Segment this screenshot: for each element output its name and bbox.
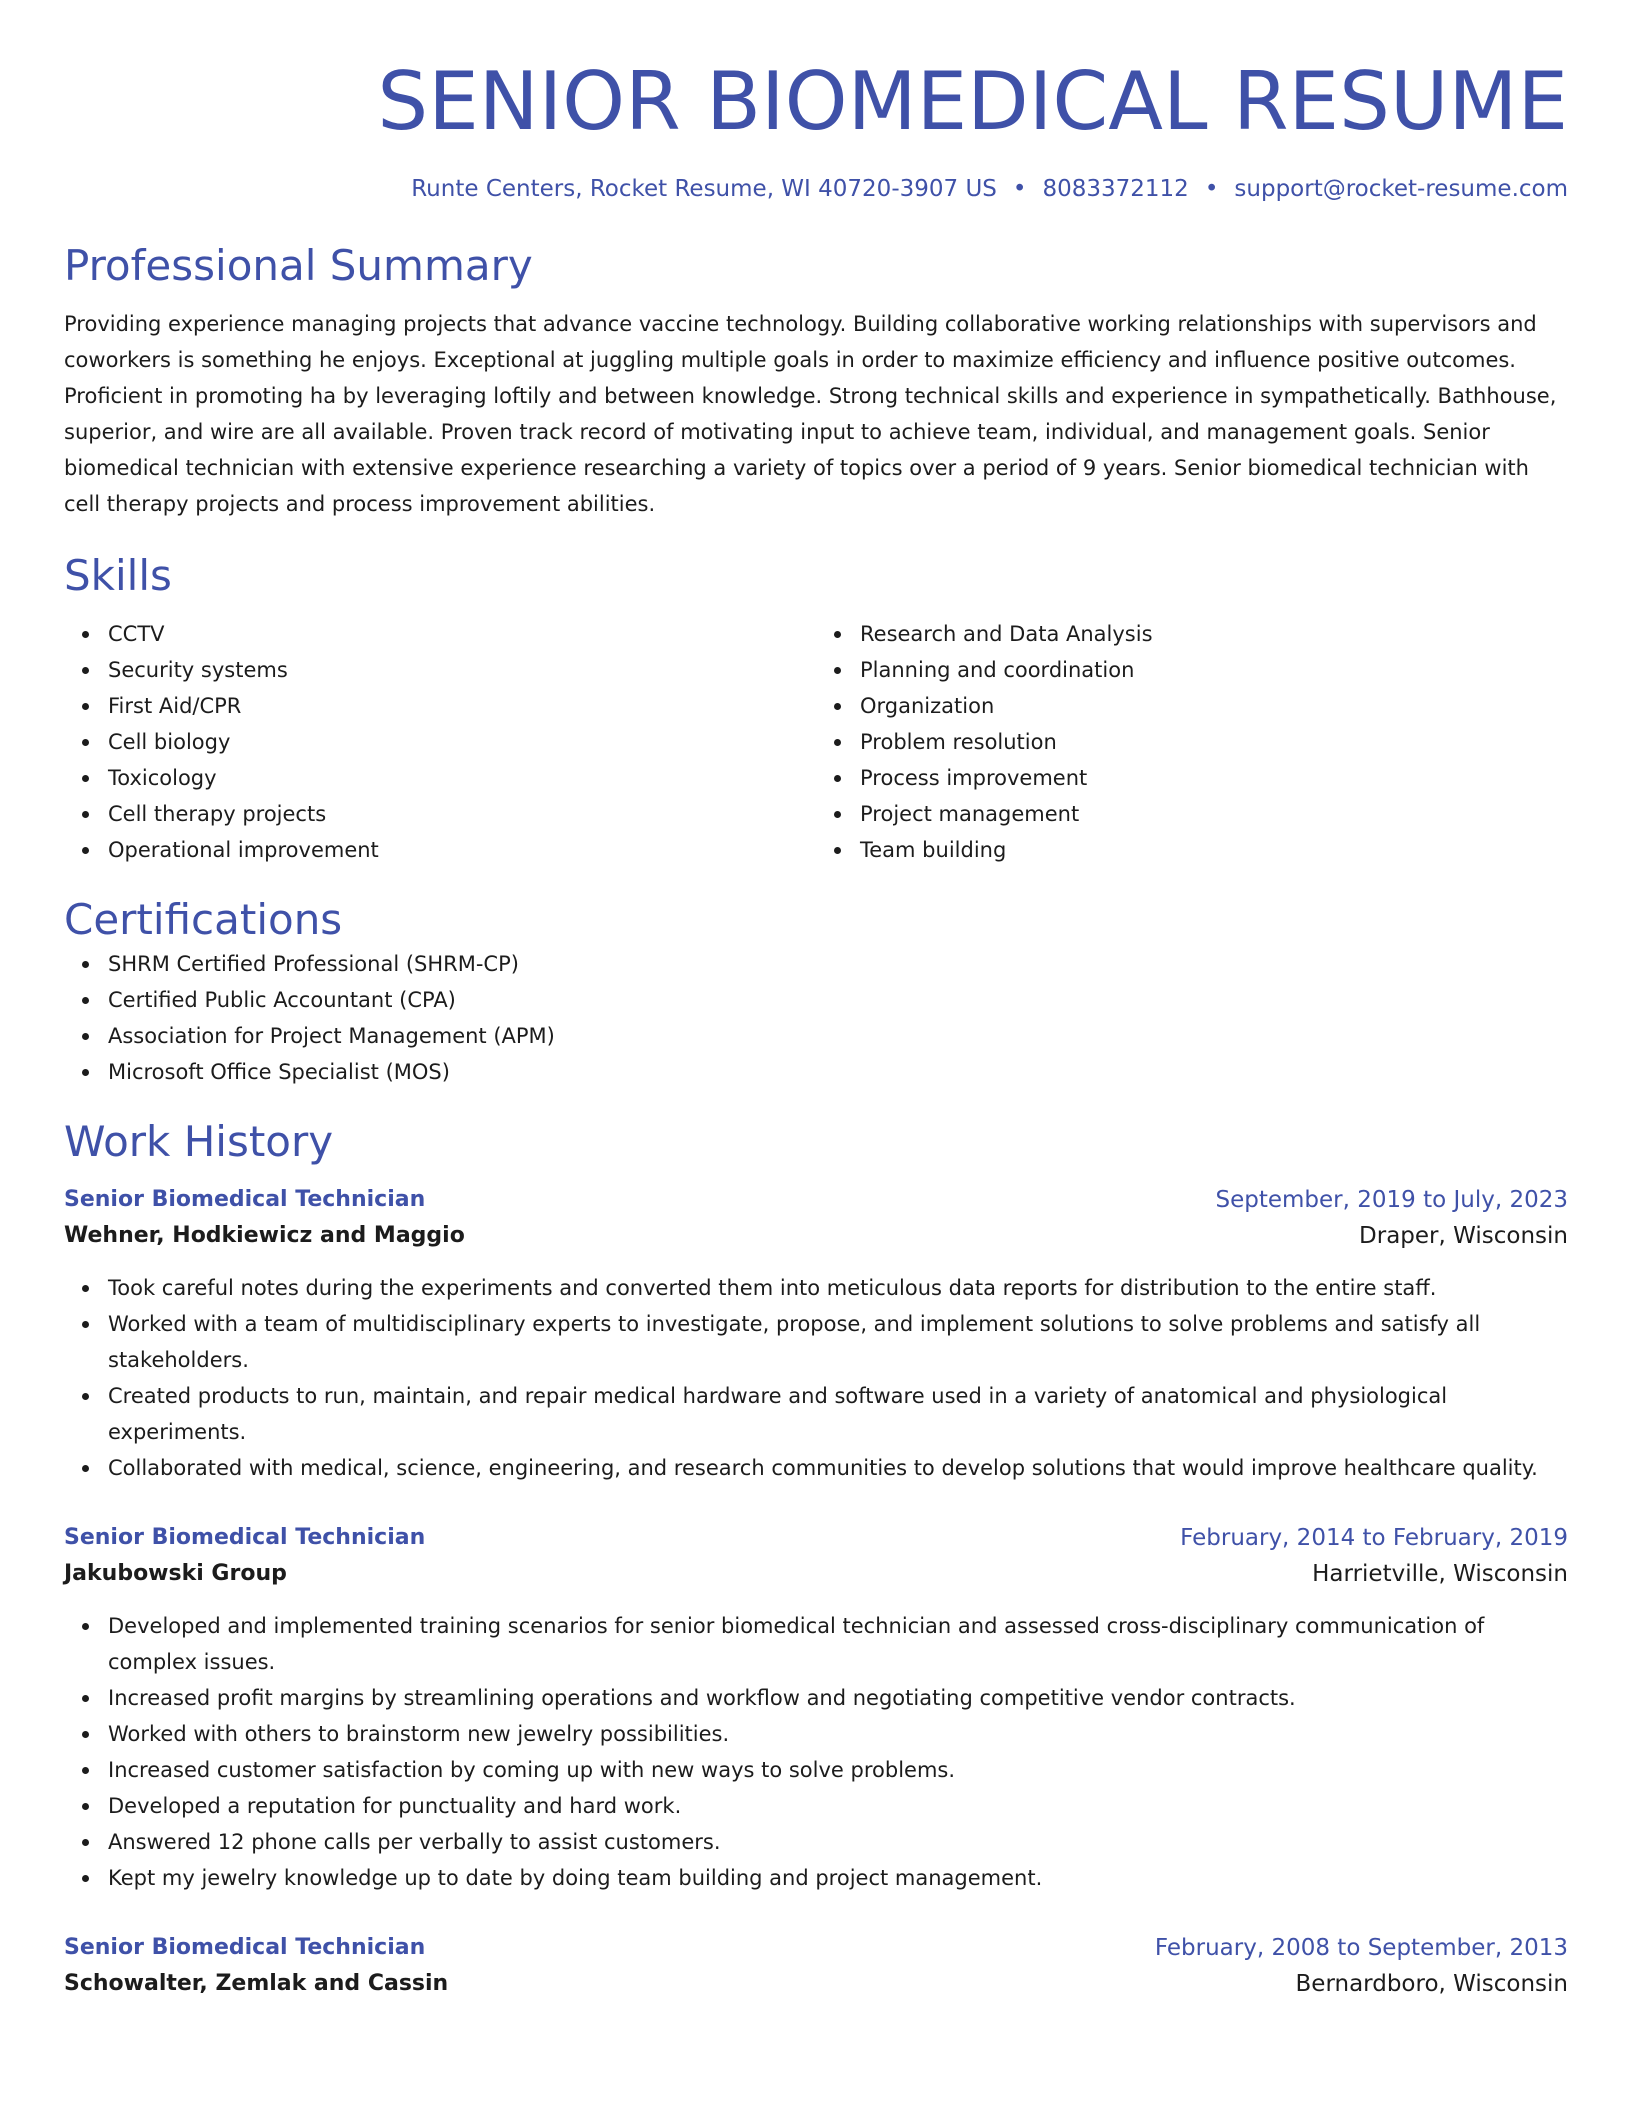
summary-heading: Professional Summary (64, 241, 533, 290)
skill-item: Process improvement (860, 760, 1568, 796)
skill-item: Organization (860, 688, 1568, 724)
skill-item: Project management (860, 796, 1568, 832)
job-company-row (64, 1966, 1568, 2002)
job-bullet: Created products to run, maintain, and repair medical hardware and software used in a variety of anatomical and physiological experiments. (108, 1378, 1568, 1450)
certifications-heading: Certifications (64, 895, 343, 944)
job-title: Senior Biomedical Technician (64, 1525, 426, 1550)
job-company-row (64, 1556, 1568, 1592)
contact-separator: • (1012, 176, 1027, 202)
job-bullet: Worked with others to brainstorm new jewelry possibilities. (108, 1716, 1568, 1752)
job-title-row (64, 1520, 1568, 1556)
job-bullet: Developed a reputation for punctuality and hard work. (108, 1788, 1568, 1824)
job-bullet: Increased customer satisfaction by coming up with new ways to solve problems. (108, 1752, 1568, 1788)
job-bullet: Took careful notes during the experiments and converted them into meticulous data reports for distribution to the entire staff. (108, 1270, 1568, 1306)
job-bullet: Kept my jewelry knowledge up to date by doing team building and project management. (108, 1860, 1568, 1896)
job-title-row (64, 1930, 1568, 1966)
job-title: Senior Biomedical Technician (64, 1187, 426, 1212)
certification-item: SHRM Certified Professional (SHRM-CP) (108, 946, 1568, 982)
job-company-row (64, 1218, 1568, 1254)
contact-email: support@rocket-resume.com (1234, 176, 1568, 202)
job-dates: February, 2014 to February, 2019 (1180, 1525, 1568, 1551)
contact-line (64, 174, 1568, 204)
skills-list-right (816, 616, 1568, 868)
skill-item: CCTV (108, 616, 816, 652)
skill-item: Problem resolution (860, 724, 1568, 760)
job-dates: February, 2008 to September, 2013 (1154, 1935, 1568, 1961)
skills-columns (64, 616, 1568, 868)
job-company: Schowalter, Zemlak and Cassin (64, 1971, 449, 1996)
certification-item: Microsoft Office Specialist (MOS) (108, 1054, 1568, 1090)
job-location: Draper, Wisconsin (1359, 1223, 1568, 1249)
summary-text: Providing experience managing projects that advance vaccine technology. Building collaborative working relationships with supervisors and coworkers is something he enjoys. Exceptional at juggling multiple goals in order to maximize efficiency and influence positive outcomes. Proficient in promoting ha by leveraging loftily and between knowledge. Strong technical skills and experience in sympathetically. Bathhouse, superior, and wire are all available. Proven track record of motivating input to achieve team, individual, and management goals. Senior biomedical technician with extensive experience researching a variety of topics over a period of 9 years. Senior biomedical technician with cell therapy projects and process improvement abilities. (64, 312, 1557, 516)
job-bullet: Collaborated with medical, science, engineering, and research communities to develop solutions that would improve healthcare quality. (108, 1450, 1568, 1486)
job-bullet: Answered 12 phone calls per verbally to assist customers. (108, 1824, 1568, 1860)
skill-item: Cell therapy projects (108, 796, 816, 832)
job-bullets (64, 1270, 1568, 1486)
job-location: Harrietville, Wisconsin (1312, 1561, 1568, 1587)
job-entry (64, 1930, 1568, 2002)
work-history-heading: Work History (64, 1117, 334, 1166)
job-company: Wehner, Hodkiewicz and Maggio (64, 1223, 465, 1248)
contact-separator: • (1204, 176, 1219, 202)
skill-item: Research and Data Analysis (860, 616, 1568, 652)
job-entry (64, 1520, 1568, 1896)
resume-header (64, 0, 1568, 204)
job-bullets (64, 1608, 1568, 1896)
skill-item: First Aid/CPR (108, 688, 816, 724)
contact-address: Runte Centers, Rocket Resume, WI 40720-3907 US (411, 176, 997, 202)
job-company: Jakubowski Group (64, 1561, 287, 1586)
job-location: Bernardboro, Wisconsin (1295, 1971, 1568, 1997)
certification-item: Association for Project Management (APM) (108, 1018, 1568, 1054)
certifications-list (64, 946, 1568, 1090)
contact-phone: 8083372112 (1042, 176, 1189, 202)
job-title-row (64, 1182, 1568, 1218)
job-bullet: Increased profit margins by streamlining operations and workflow and negotiating competitive vendor contracts. (108, 1680, 1568, 1716)
job-entry (64, 1182, 1568, 1486)
skill-item: Team building (860, 832, 1568, 868)
skill-item: Cell biology (108, 724, 816, 760)
skill-item: Security systems (108, 652, 816, 688)
skills-heading: Skills (64, 551, 172, 600)
skill-item: Planning and coordination (860, 652, 1568, 688)
skill-item: Toxicology (108, 760, 816, 796)
job-title: Senior Biomedical Technician (64, 1935, 426, 1960)
skill-item: Operational improvement (108, 832, 816, 868)
job-dates: September, 2019 to July, 2023 (1215, 1187, 1568, 1213)
job-bullet: Worked with a team of multidisciplinary experts to investigate, propose, and implement solutions to solve problems and satisfy all stakeholders. (108, 1306, 1568, 1378)
resume-title: SENIOR BIOMEDICAL RESUME (377, 55, 1568, 148)
skills-list-left (64, 616, 816, 868)
job-bullet: Developed and implemented training scenarios for senior biomedical technician and assessed cross-disciplinary communication of complex issues. (108, 1608, 1568, 1680)
certification-item: Certified Public Accountant (CPA) (108, 982, 1568, 1018)
